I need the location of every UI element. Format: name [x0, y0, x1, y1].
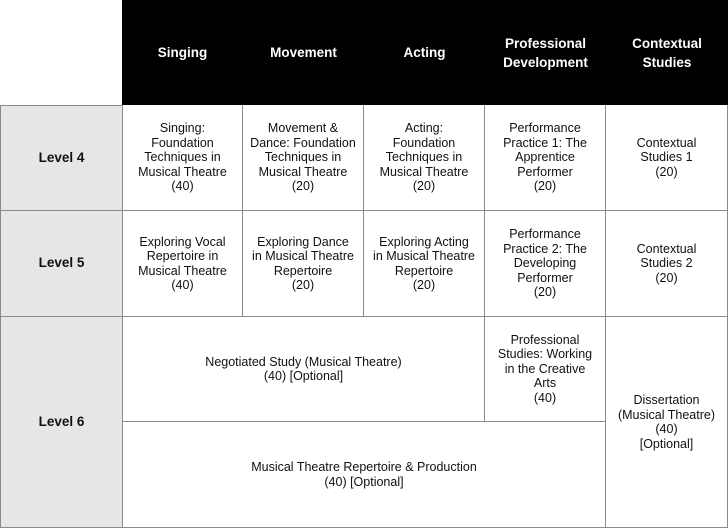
module-cell-l4-contextual: Contextual Studies 1 (20) — [606, 105, 728, 211]
module-cell-l5-contextual: Contextual Studies 2 (20) — [606, 211, 728, 317]
module-cell-l4-acting: Acting: Foundation Techniques in Musical Theatre (20) — [364, 105, 485, 211]
module-cell-l5-professional: Performance Practice 2: The Developing Performer (20) — [485, 211, 606, 317]
module-cell-l5-acting: Exploring Acting in Musical Theatre Repertoire (20) — [364, 211, 485, 317]
module-cell-l5-movement: Exploring Dance in Musical Theatre Repertoire (20) — [243, 211, 364, 317]
row-header-level-6: Level 6 — [0, 317, 122, 528]
column-header-professional-development: Professional Development — [485, 0, 606, 105]
module-cell-l4-movement: Movement & Dance: Foundation Techniques in Musical Theatre (20) — [243, 105, 364, 211]
row-header-level-5: Level 5 — [0, 211, 122, 317]
module-cell-l4-professional: Performance Practice 1: The Apprentice Performer (20) — [485, 105, 606, 211]
module-cell-repertoire-production: Musical Theatre Repertoire & Production (40) [Optional] — [122, 422, 606, 528]
module-cell-l5-singing: Exploring Vocal Repertoire in Musical Theatre (40) — [122, 211, 243, 317]
column-header-acting: Acting — [364, 0, 485, 105]
column-header-singing: Singing — [122, 0, 243, 105]
column-header-movement: Movement — [243, 0, 364, 105]
module-cell-l4-singing: Singing: Foundation Techniques in Musical Theatre (40) — [122, 105, 243, 211]
module-cell-negotiated-study: Negotiated Study (Musical Theatre) (40) [Optional] — [122, 317, 485, 422]
column-header-contextual-studies: Contextual Studies — [606, 0, 728, 105]
module-cell-professional-studies: Professional Studies: Working in the Creative Arts (40) — [485, 317, 606, 422]
row-header-level-4: Level 4 — [0, 105, 122, 211]
module-cell-dissertation: Dissertation (Musical Theatre) (40) [Optional] — [606, 317, 728, 528]
table-corner — [0, 0, 122, 105]
